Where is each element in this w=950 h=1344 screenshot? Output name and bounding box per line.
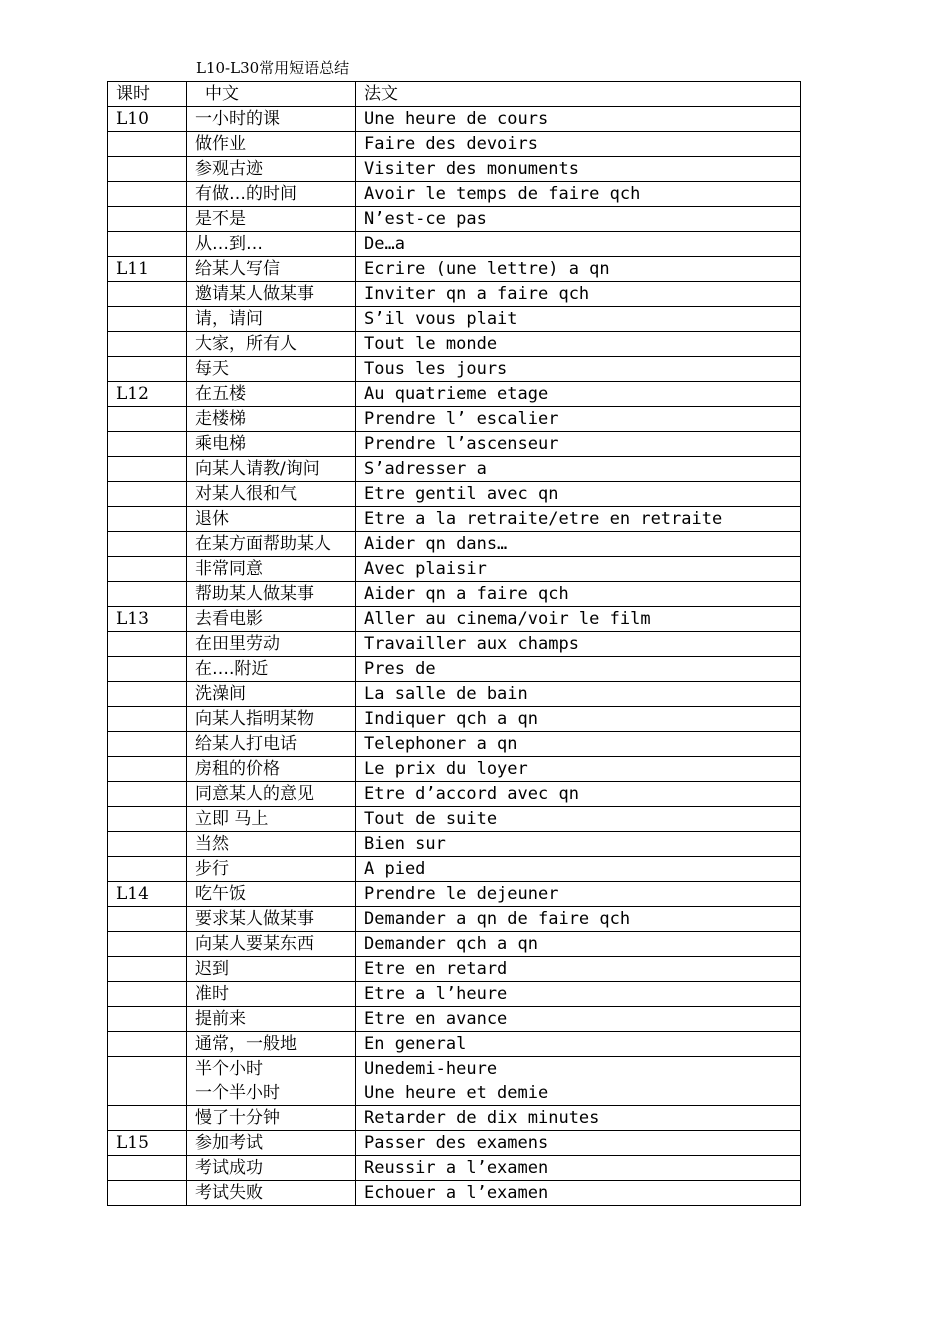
french-cell: Faire des devoirs <box>356 132 801 157</box>
table-row <box>108 1181 801 1206</box>
table-row <box>108 1032 801 1057</box>
table-row <box>108 357 801 382</box>
chinese-cell: 帮助某人做某事 <box>187 582 356 607</box>
table-row <box>108 157 801 182</box>
lesson-cell <box>108 132 187 157</box>
french-cell: La salle de bain <box>356 682 801 707</box>
lesson-cell <box>108 732 187 757</box>
chinese-cell: 做作业 <box>187 132 356 157</box>
table-row <box>108 857 801 882</box>
table-row <box>108 307 801 332</box>
lesson-cell <box>108 907 187 932</box>
chinese-cell: 向某人请教/询问 <box>187 457 356 482</box>
chinese-cell: 邀请某人做某事 <box>187 282 356 307</box>
table-row <box>108 382 801 407</box>
table-row <box>108 232 801 257</box>
french-cell: Etre a l’heure <box>356 982 801 1007</box>
lesson-cell <box>108 232 187 257</box>
chinese-cell: 准时 <box>187 982 356 1007</box>
table-row <box>108 332 801 357</box>
chinese-cell: 房租的价格 <box>187 757 356 782</box>
chinese-cell: 参加考试 <box>187 1131 356 1156</box>
french-cell: Aller au cinema/voir le film <box>356 607 801 632</box>
chinese-cell: 向某人指明某物 <box>187 707 356 732</box>
french-cell: De…a <box>356 232 801 257</box>
french-cell: Tout le monde <box>356 332 801 357</box>
table-row <box>108 132 801 157</box>
lesson-cell <box>108 982 187 1007</box>
french-cell: Le prix du loyer <box>356 757 801 782</box>
lesson-cell <box>108 557 187 582</box>
lesson-cell <box>108 807 187 832</box>
french-cell: Prendre l’ascenseur <box>356 432 801 457</box>
french-cell: Demander a qn de faire qch <box>356 907 801 932</box>
chinese-cell: 从…到… <box>187 232 356 257</box>
chinese-cell: 考试成功 <box>187 1156 356 1181</box>
table-row <box>108 507 801 532</box>
lesson-cell: L15 <box>108 1131 187 1156</box>
table-row <box>108 407 801 432</box>
french-cell: Travailler aux champs <box>356 632 801 657</box>
french-cell: Avec plaisir <box>356 557 801 582</box>
lesson-cell: L14 <box>108 882 187 907</box>
french-cell: Etre a la retraite/etre en retraite <box>356 507 801 532</box>
table-row <box>108 757 801 782</box>
french-cell: Passer des examens <box>356 1131 801 1156</box>
french-cell: N’est-ce pas <box>356 207 801 232</box>
french-cell: Inviter qn a faire qch <box>356 282 801 307</box>
chinese-cell: 在….附近 <box>187 657 356 682</box>
table-row <box>108 982 801 1007</box>
french-cell: A pied <box>356 857 801 882</box>
lesson-cell <box>108 182 187 207</box>
lesson-cell: L11 <box>108 257 187 282</box>
lesson-cell <box>108 757 187 782</box>
french-cell: Aider qn dans… <box>356 532 801 557</box>
lesson-cell <box>108 832 187 857</box>
document-title: L10-L30常用短语总结 <box>196 59 350 77</box>
chinese-cell: 洗澡间 <box>187 682 356 707</box>
french-cell: Tous les jours <box>356 357 801 382</box>
chinese-cell: 同意某人的意见 <box>187 782 356 807</box>
table-row <box>108 1106 801 1131</box>
chinese-cell: 对某人很和气 <box>187 482 356 507</box>
table-row <box>108 182 801 207</box>
table-row <box>108 1057 801 1106</box>
chinese-cell: 当然 <box>187 832 356 857</box>
chinese-cell: 在某方面帮助某人 <box>187 532 356 557</box>
table-row <box>108 932 801 957</box>
french-cell: Prendre le dejeuner <box>356 882 801 907</box>
french-cell: En general <box>356 1032 801 1057</box>
phrase-table <box>107 81 801 1206</box>
table-row <box>108 207 801 232</box>
chinese-cell: 每天 <box>187 357 356 382</box>
table-row <box>108 707 801 732</box>
lesson-cell <box>108 857 187 882</box>
french-cell: Indiquer qch a qn <box>356 707 801 732</box>
table-header-row <box>108 82 801 107</box>
lesson-cell <box>108 332 187 357</box>
lesson-cell <box>108 482 187 507</box>
table-body <box>108 107 801 1206</box>
french-cell: Prendre l’ escalier <box>356 407 801 432</box>
french-cell: Visiter des monuments <box>356 157 801 182</box>
chinese-cell: 一小时的课 <box>187 107 356 132</box>
header-lesson: 课时 <box>108 82 187 107</box>
chinese-cell: 慢了十分钟 <box>187 1106 356 1131</box>
french-cell: Etre gentil avec qn <box>356 482 801 507</box>
table-row <box>108 582 801 607</box>
french-cell: Telephoner a qn <box>356 732 801 757</box>
chinese-cell: 提前来 <box>187 1007 356 1032</box>
chinese-cell: 立即 马上 <box>187 807 356 832</box>
table-row <box>108 1007 801 1032</box>
lesson-cell <box>108 682 187 707</box>
lesson-cell <box>108 507 187 532</box>
lesson-cell <box>108 1032 187 1057</box>
lesson-cell <box>108 1106 187 1131</box>
chinese-cell: 迟到 <box>187 957 356 982</box>
lesson-cell <box>108 957 187 982</box>
chinese-cell: 考试失败 <box>187 1181 356 1206</box>
french-cell: Unedemi-heure Une heure et demie <box>356 1057 801 1106</box>
table-row <box>108 732 801 757</box>
table-row <box>108 682 801 707</box>
table-row <box>108 457 801 482</box>
french-cell: Etre d’accord avec qn <box>356 782 801 807</box>
chinese-cell: 非常同意 <box>187 557 356 582</box>
lesson-cell <box>108 1057 187 1106</box>
french-cell: Bien sur <box>356 832 801 857</box>
chinese-cell: 退休 <box>187 507 356 532</box>
table-row <box>108 807 801 832</box>
table-row <box>108 557 801 582</box>
chinese-cell: 大家，所有人 <box>187 332 356 357</box>
lesson-cell <box>108 707 187 732</box>
chinese-cell: 在田里劳动 <box>187 632 356 657</box>
chinese-cell: 向某人要某东西 <box>187 932 356 957</box>
lesson-cell <box>108 932 187 957</box>
french-cell: Retarder de dix minutes <box>356 1106 801 1131</box>
lesson-cell: L13 <box>108 607 187 632</box>
chinese-cell: 通常，一般地 <box>187 1032 356 1057</box>
lesson-cell <box>108 782 187 807</box>
lesson-cell <box>108 282 187 307</box>
chinese-cell: 步行 <box>187 857 356 882</box>
chinese-cell: 在五楼 <box>187 382 356 407</box>
lesson-cell <box>108 357 187 382</box>
lesson-cell <box>108 1181 187 1206</box>
french-cell: S’il vous plait <box>356 307 801 332</box>
french-cell: Etre en avance <box>356 1007 801 1032</box>
table-row <box>108 107 801 132</box>
chinese-cell: 是不是 <box>187 207 356 232</box>
table-row <box>108 482 801 507</box>
table-row <box>108 782 801 807</box>
lesson-cell <box>108 407 187 432</box>
french-cell: Avoir le temps de faire qch <box>356 182 801 207</box>
table-row <box>108 632 801 657</box>
table-row <box>108 1156 801 1181</box>
lesson-cell <box>108 207 187 232</box>
table-row <box>108 257 801 282</box>
header-chinese: 中文 <box>187 82 356 107</box>
chinese-cell: 参观古迹 <box>187 157 356 182</box>
lesson-cell <box>108 307 187 332</box>
french-cell: Pres de <box>356 657 801 682</box>
chinese-cell: 给某人打电话 <box>187 732 356 757</box>
chinese-cell: 给某人写信 <box>187 257 356 282</box>
lesson-cell <box>108 157 187 182</box>
chinese-cell: 去看电影 <box>187 607 356 632</box>
french-cell: Ecrire (une lettre) a qn <box>356 257 801 282</box>
lesson-cell <box>108 1007 187 1032</box>
table-row <box>108 282 801 307</box>
table-row <box>108 607 801 632</box>
chinese-cell: 有做…的时间 <box>187 182 356 207</box>
french-cell: Etre en retard <box>356 957 801 982</box>
french-cell: Echouer a l’examen <box>356 1181 801 1206</box>
chinese-cell: 乘电梯 <box>187 432 356 457</box>
table-row <box>108 657 801 682</box>
table-row <box>108 832 801 857</box>
table-row <box>108 532 801 557</box>
chinese-cell: 请，请问 <box>187 307 356 332</box>
french-cell: S’adresser a <box>356 457 801 482</box>
table-row <box>108 882 801 907</box>
lesson-cell: L12 <box>108 382 187 407</box>
lesson-cell <box>108 1156 187 1181</box>
header-french: 法文 <box>356 82 801 107</box>
table-row <box>108 907 801 932</box>
french-cell: Une heure de cours <box>356 107 801 132</box>
lesson-cell <box>108 657 187 682</box>
lesson-cell <box>108 457 187 482</box>
chinese-cell: 半个小时 一个半小时 <box>187 1057 356 1106</box>
lesson-cell <box>108 432 187 457</box>
lesson-cell <box>108 582 187 607</box>
table-row <box>108 957 801 982</box>
chinese-cell: 走楼梯 <box>187 407 356 432</box>
chinese-cell: 吃午饭 <box>187 882 356 907</box>
french-cell: Aider qn a faire qch <box>356 582 801 607</box>
lesson-cell: L10 <box>108 107 187 132</box>
lesson-cell <box>108 532 187 557</box>
french-cell: Demander qch a qn <box>356 932 801 957</box>
chinese-cell: 要求某人做某事 <box>187 907 356 932</box>
table-row <box>108 432 801 457</box>
french-cell: Tout de suite <box>356 807 801 832</box>
french-cell: Au quatrieme etage <box>356 382 801 407</box>
french-cell: Reussir a l’examen <box>356 1156 801 1181</box>
lesson-cell <box>108 632 187 657</box>
table-row <box>108 1131 801 1156</box>
